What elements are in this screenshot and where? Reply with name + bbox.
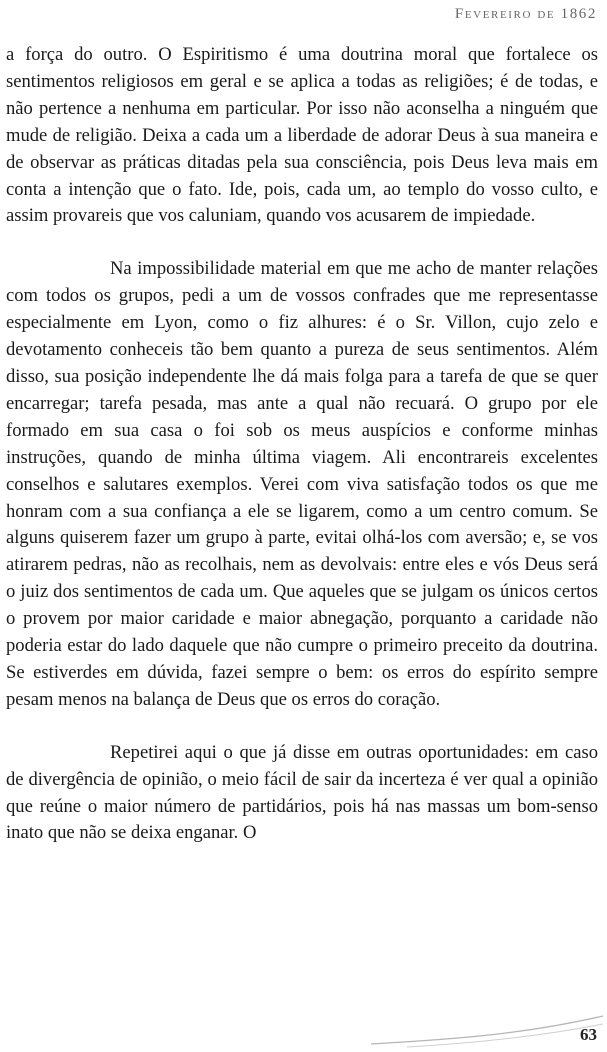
paragraph-gap — [6, 714, 598, 740]
footer-swoosh-ornament — [367, 1010, 607, 1050]
page-body — [6, 42, 598, 847]
page-number: 63 — [580, 1025, 597, 1044]
paragraph-gap — [6, 230, 598, 256]
paragraph-3: Repetirei aqui o que já disse em outras oportunidades: em caso de divergência de opinião, o meio fácil de sair da incerteza é ver qual a opinião que reúne o maior número de partidários, pois há nas massas um bom-senso inato que não se deixa enganar. O — [6, 741, 598, 844]
running-head-title: Fevereiro de 1862 — [454, 6, 597, 22]
paragraph-1: a força do outro. O Espiritismo é uma doutrina moral que fortalece os sentimentos religiosos em geral e se aplica a todas as religiões; é de todas, e não pertence a nenhuma em particular. Por isso não aconselha a ninguém que mude de religião. Deixa a cada um a liberdade de adorar Deus à sua maneira e de observar as práticas ditadas pela sua consciência, pois Deus leva mais em conta a intenção que o fato. Ide, pois, cada um, ao templo do vosso culto, e assim provareis que vos caluniam, quando vos acusarem de impiedade. — [6, 44, 598, 227]
paragraph-2: Na impossibilidade material em que me acho de manter relações com todos os grupos, pedi a um de vossos confrades que me representasse especialmente em Lyon, como o fiz alhures: é o Sr. Villon, cujo zelo e devotamento conheceis tão bem quanto a pureza de seus sentimentos. Além disso, sua posição independente lhe dá mais folga para a tarefa de que se quer encarregar; tarefa pesada, mas ante a qual não recuará. O grupo por ele formado em sua casa o foi sob os meus auspícios e conforme minhas instruções, quando de minha última viagem. Ali encontrareis excelentes conselhos e salutares exemplos. Verei com viva satisfação todos os que me honram com a sua confiança a ele se ligarem, como a um centro comum. Se alguns quiserem fazer um grupo à parte, evitai olhá-los com aversão; e, se vos atirarem pedras, não as recolhais, nem as devolvais: entre eles e vós Deus será o juiz dos sentimentos de cada um. Que aqueles que se julgam os únicos certos o provem por maior caridade e maior abnegação, porquanto a caridade não poderia estar do lado daquele que não cumpre o primeiro preceito da doutrina. Se estiverdes em dúvida, fazei sempre o bem: os erros do espírito sempre pesam menos na balança de Deus que os erros do coração. — [6, 258, 598, 710]
